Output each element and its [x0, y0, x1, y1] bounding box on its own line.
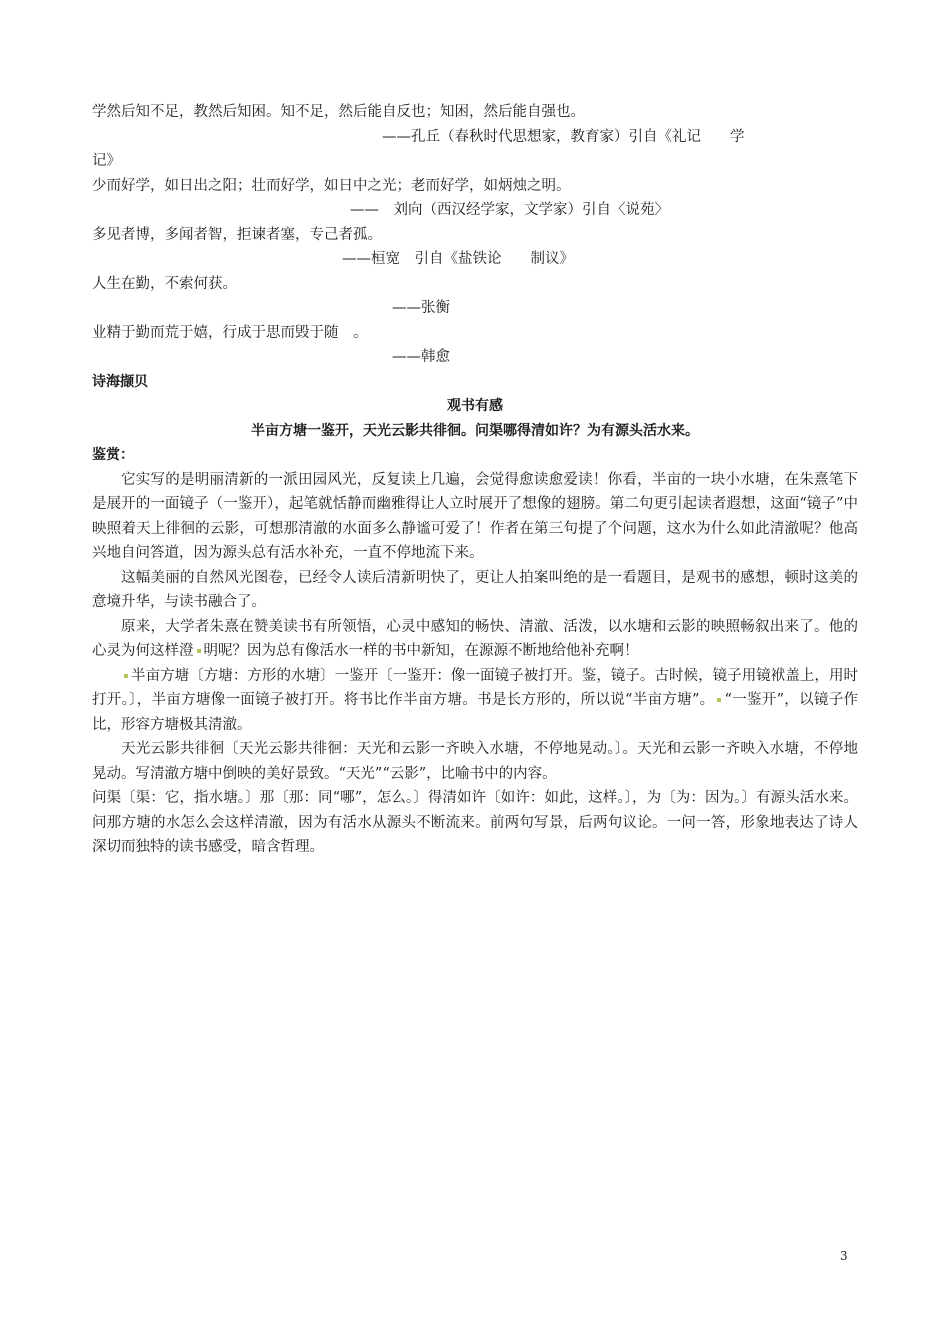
paragraph-4-part-b: “一鉴开”，以镜子作比，形容方塘极其清澈。	[92, 692, 858, 733]
quote-1-attribution: ——孔丘（春秋时代思想家，教育家）引自《礼记 学	[382, 128, 745, 145]
quote-2: 少而好学，如日出之阳；壮而好学，如日中之光；老而好学，如炳烛之明。	[92, 177, 571, 194]
document-page	[92, 100, 858, 860]
paragraph-3-part-b: 明呢？因为总有像活水一样的书中新知，在源源不断地给他补充啊！	[203, 643, 639, 659]
quote-3-attribution: ——桓宽 引自《盐铁论 制议》	[342, 251, 574, 267]
paragraph-4-part-a: 半亩方塘〔方塘：方形的水塘〕一鉴开〔一鉴开：像一面镜子被打开。鉴，镜子。古时候，镜子用镜袱盖上，用时打开。〕，半亩方塘像一面镜子被打开。将书比作半亩方塘。书是长方形的，所以说“半亩方塘”。	[92, 667, 858, 708]
paragraph-5: 天光云影共徘徊〔天光云影共徘徊：天光和云影一齐映入水塘，不停地晃动。〕。天光和云影一齐映入水塘，不停地晃动。写清澈方塘中倒映的美好景致。“天光”“云影”，比喻书中的内容。	[92, 741, 858, 782]
poem-body: 半亩方塘一鉴开，天光云影共徘徊。问渠哪得清如许？为有源头活水来。	[251, 422, 699, 439]
appreciation-label: 鉴赏：	[92, 447, 134, 463]
quote-1: 学然后知不足，教然后知困。知不足，然后能自反也；知困，然后能自强也。	[92, 104, 585, 120]
poem-title: 观书有感	[447, 398, 503, 414]
marker-dot	[124, 674, 128, 678]
quote-4-attribution: ——张衡	[392, 300, 450, 316]
quote-2-attribution: —— 刘向（西汉经学家，文学家）引自〈说苑〉	[350, 202, 669, 218]
paragraph-6: 问渠〔渠：它，指水塘。〕那〔那：同“哪”，怎么。〕得清如许〔如许：如此，这样。〕，为〔为：因为。〕有源头活水来。问那方塘的水怎么会这样清澈，因为有活水从源头不断流来。前两句写景，后两句议论。一问一答，形象地表达了诗人深切而独特的读书感受，暗含哲理。	[92, 790, 858, 855]
marker-dot	[717, 698, 721, 702]
section-title: 诗海撷贝	[92, 373, 148, 390]
paragraph-3	[92, 615, 858, 664]
quote-1-attribution-cont: 记》	[92, 153, 121, 169]
page-number: 3	[840, 1249, 848, 1263]
paragraph-2: 这幅美丽的自然风光图卷，已经令人读后清新明快了，更让人拍案叫绝的是一看题目，是观书的感想，顿时这美的意境升华，与读书融合了。	[92, 569, 858, 610]
paragraph-4	[92, 664, 858, 738]
paragraph-3-part-a: 原来，大学者朱熹在赞美读书有所领悟，心灵中感知的畅快、清澈、活泼，以水塘和云影的映照畅叙出来了。他的心灵为何这样澄	[92, 618, 858, 659]
quote-5: 业精于勤而荒于嬉，行成于思而毁于随 。	[92, 324, 368, 341]
quote-3: 多见者博，多闻者智，拒谏者塞，专己者孤。	[92, 226, 382, 243]
paragraph-1: 它实写的是明丽清新的一派田园风光，反复读上几遍，会觉得愈读愈爱读！你看，半亩的一块小水塘，在朱熹笔下是展开的一面镜子（一鉴开），起笔就恬静而幽雅得让人立时展开了想像的翅膀。第二句更引起读者遐想，这面“镜子”中映照着天上徘徊的云影，可想那清澈的水面多么静谧可爱了！作者在第三句提了个问题，这水为什么如此清澈呢？他高兴地自问答道，因为源头总有活水补充，一直不停地流下来。	[92, 471, 858, 561]
quote-4: 人生在勤，不索何获。	[92, 275, 237, 292]
marker-dot	[197, 649, 201, 653]
quote-5-attribution: ——韩愈	[392, 349, 450, 365]
